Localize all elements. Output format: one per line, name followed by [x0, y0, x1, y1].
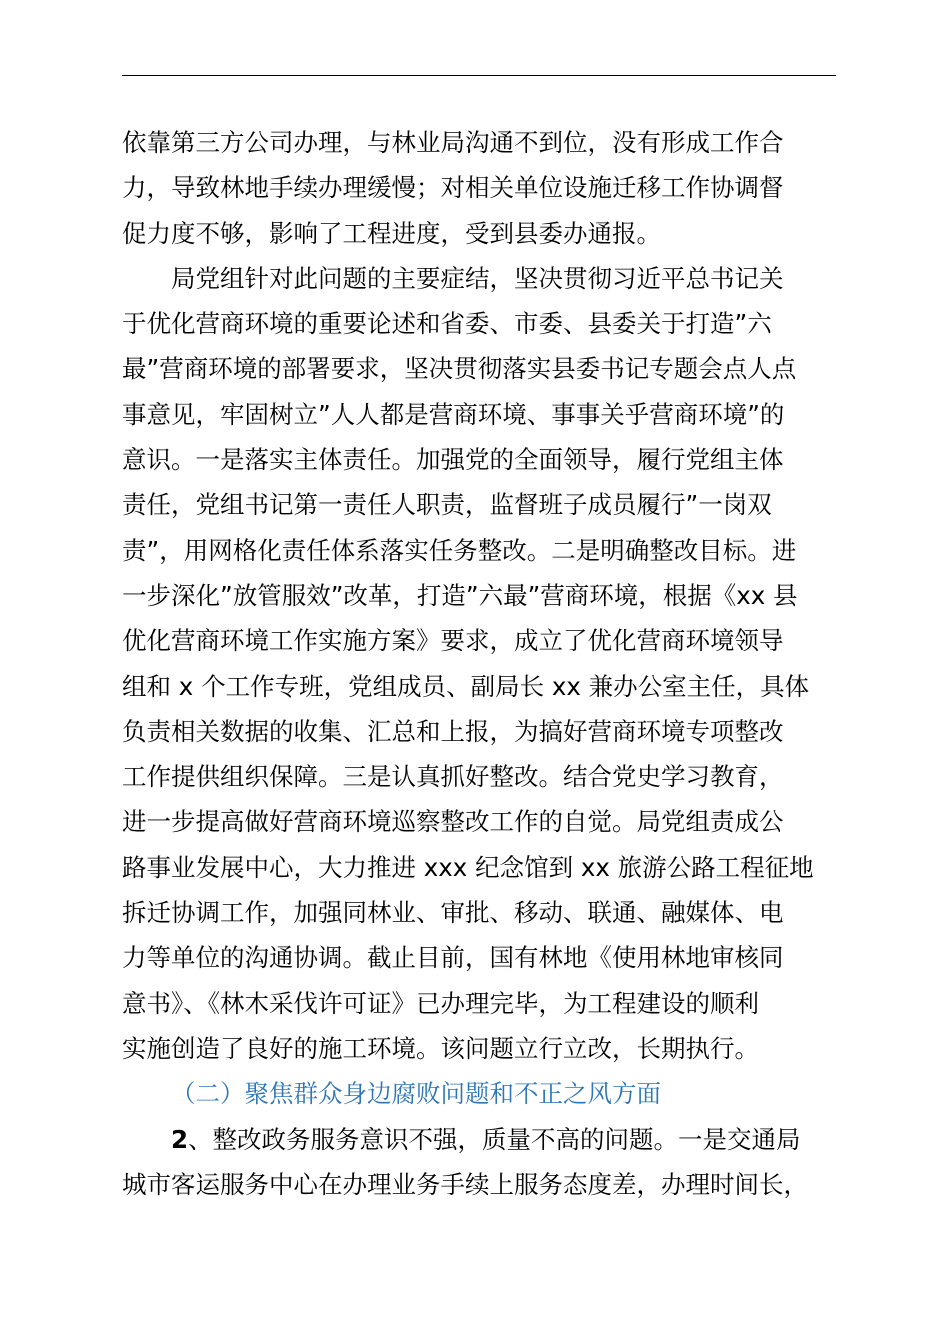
text-line: 城市客运服务中心在办理业务手续上服务态度差，办理时间长， — [122, 1169, 808, 1199]
text-line: 力等单位的沟通协调。截止目前，国有林地《使用林地审核同 — [122, 943, 784, 973]
text-line: 促力度不够，影响了工程进度，受到县委办通报。 — [122, 218, 661, 248]
text-line: 依靠第三方公司办理，与林业局沟通不到位，没有形成工作合 — [122, 128, 784, 157]
rectification-paragraph — [122, 256, 838, 1071]
text-line: 责”，用网格化责任体系落实任务整改。二是明确整改目标。进 — [122, 535, 797, 565]
text-line: 力，导致林地手续办理缓慢；对相关单位设施迁移工作协调督 — [122, 173, 784, 203]
text-line: 责任，党组书记第一责任人职责，监督班子成员履行”一岗双 — [122, 490, 772, 520]
text-line: 意识。一是落实主体责任。加强党的全面领导，履行党组主体 — [122, 445, 784, 475]
document-body — [122, 120, 838, 1207]
text-line: 局党组针对此问题的主要症结，坚决贯彻习近平总书记关 — [171, 263, 784, 293]
header-rule — [122, 75, 836, 76]
text-line: 组和 x 个工作专班，党组成员、副局长 xx 兼办公室主任，具体 — [122, 671, 810, 701]
item-paragraph — [122, 1117, 838, 1208]
text-line: 事意见，牢固树立”人人都是营商环境、事事关乎营商环境”的 — [122, 399, 785, 429]
text-line: 进一步提高做好营商环境巡察整改工作的自觉。局党组责成公 — [122, 807, 784, 837]
text-line: 优化营商环境工作实施方案》要求，成立了优化营商环境领导 — [122, 626, 784, 656]
text-line: 意书》、《林木采伐许可证》已办理完毕，为工程建设的顺利 — [122, 988, 759, 1018]
text-line: 拆迁协调工作，加强同林业、审批、移动、联通、融媒体、电 — [122, 898, 784, 928]
text-line: 路事业发展中心，大力推进 xxx 纪念馆到 xx 旅游公路工程征地 — [122, 852, 814, 882]
text-line: 于优化营商环境的重要论述和省委、市委、县委关于打造”六 — [122, 309, 772, 339]
continuation-paragraph — [122, 120, 838, 256]
item-first-line: 、整改政务服务意识不强，质量不高的问题。一是交通局 — [188, 1124, 801, 1154]
section-heading: （二）聚焦群众身边腐败问题和不正之风方面 — [171, 1079, 661, 1109]
item-number: 2 — [171, 1124, 189, 1154]
text-line: 负责相关数据的收集、汇总和上报，为搞好营商环境专项整改 — [122, 716, 784, 746]
text-line: 实施创造了良好的施工环境。该问题立行立改，长期执行。 — [122, 1033, 759, 1063]
text-line — [122, 1117, 838, 1162]
text-line: 一步深化”放管服效”改革，打造”六最”营商环境，根据《xx 县 — [122, 580, 798, 610]
text-line: 最”营商环境的部署要求，坚决贯彻落实县委书记专题会点人点 — [122, 354, 797, 384]
text-line: 工作提供组织保障。三是认真抓好整改。结合党史学习教育， — [122, 762, 784, 792]
